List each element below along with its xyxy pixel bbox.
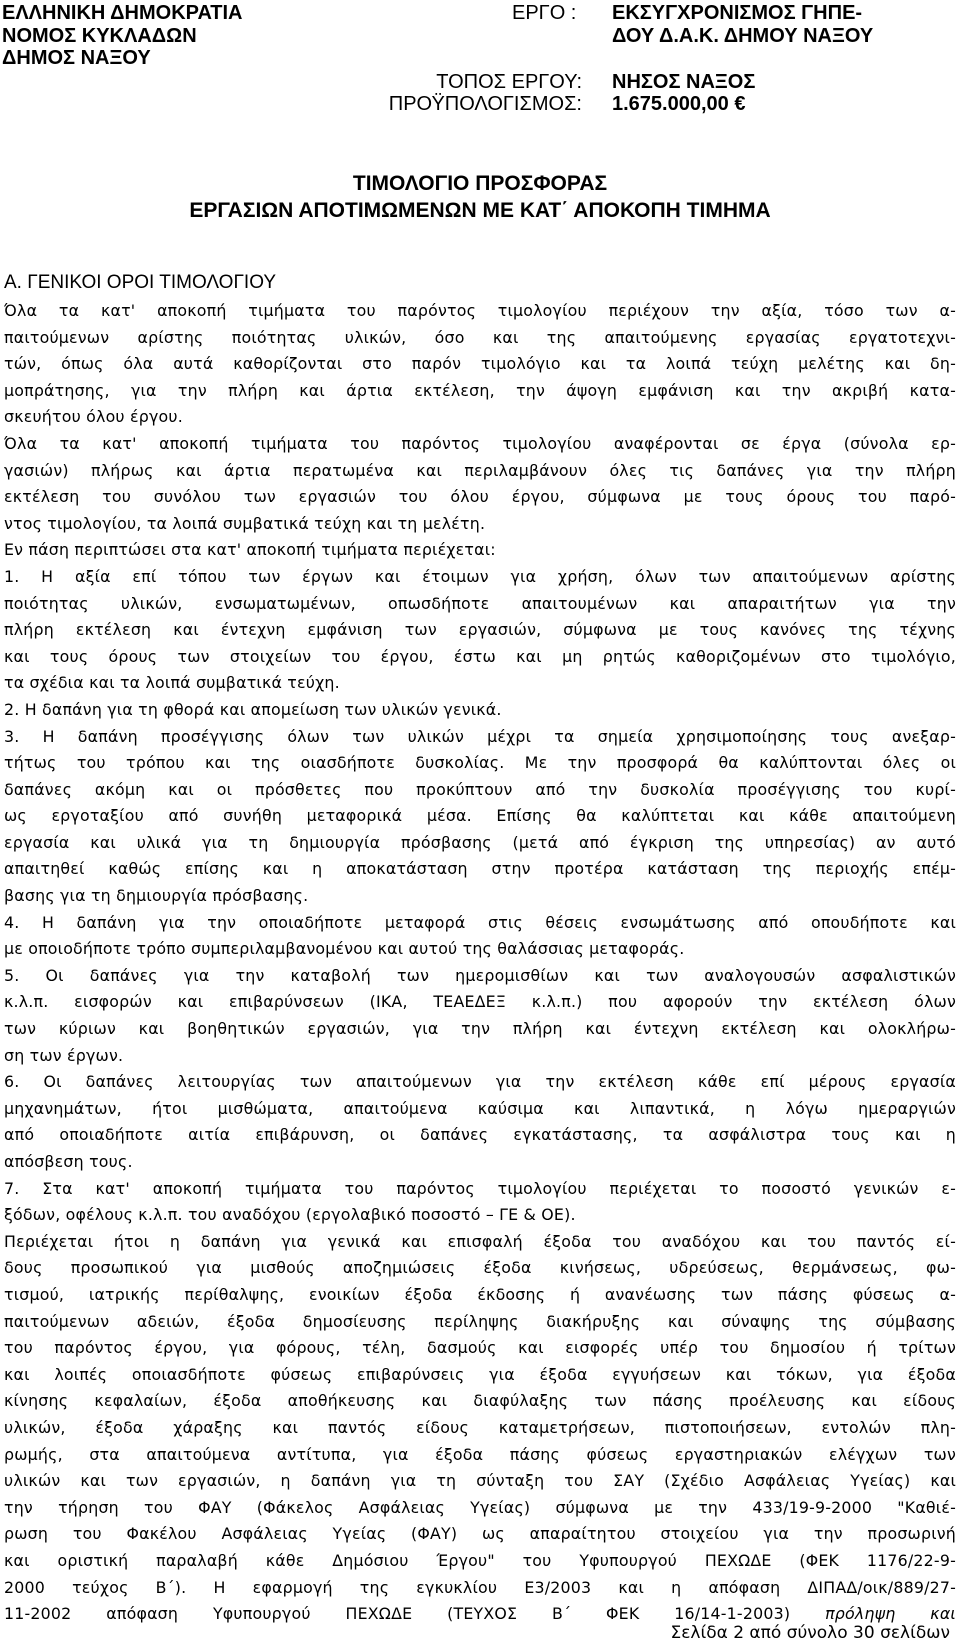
body-line: 5. Οι δαπάνες για την καταβολή των ημερομισθίων και των αναλογουσών ασφαλιστικών [4,965,956,985]
body-line: 4. Η δαπάνη για την οποιαδήποτε μεταφορά στις θέσεις ενσωμάτωσης από οπουδήποτε και [4,912,956,932]
body-line: ρωση του Φακέλου Ασφάλειας Υγείας (ΦΑΥ) ως απαραίτητου στοιχείου για την προσωρινή [4,1524,956,1544]
budget-value: 1.675.000,00 € [612,93,746,115]
body-line: σκευήτου όλου έργου. [4,407,183,427]
body-line: 3. Η δαπάνη προσέγγισης όλων των υλικών μέχρι τα σημεία χρησιμοποίησης τους ανεξαρ- [4,726,956,746]
body-line: κ.λ.π. εισφορών και επιβαρύνσεων (ΙΚΑ, ΤΕΑΕΔΕΞ κ.λ.π.) που αφορούν την εκτέλεση όλων [4,992,956,1012]
body-line-last-text: 11-2002 απόφαση Υφυπουργού ΠΕΧΩΔΕ (ΤΕΥΧΟΣ Β΄ ΦΕΚ 16/14-1-2003) [4,1604,791,1624]
body-line: 1. Η αξία επί τόπου των έργων και έτοιμων για χρήση, όλων των απαιτούμενων αρίστης [4,566,956,586]
body-line: κίνησης κεφαλαίων, έξοδα αποθήκευσης και διαφύλαξης των πάσης προέλευσης και είδους [4,1391,956,1411]
header-left-line-3: ΔΗΜΟΣ ΝΑΞΟΥ [2,47,151,69]
body-line: του παρόντος έργου, για φόρους, τέλη, δασμούς και εισφορές υπέρ του δημοσίου ή τρίτων [4,1338,956,1358]
body-line: γασιών) πλήρως και άρτια περατωμένα και περιλαμβάνουν όλες τις δαπάνες για την πλήρη [4,460,956,480]
body-line: 7. Στα κατ' αποκοπή τιμήματα του παρόντος τιμολογίου περιέχεται το ποσοστό γενικών ε- [4,1178,956,1198]
page-title: ΤΙΜΟΛΟΓΙΟ ΠΡΟΣΦΟΡΑΣ [352,172,608,195]
page-footer: Σελίδα 2 από σύνολο 30 σελίδων [670,1623,950,1643]
body-line: ση των έργων. [4,1045,124,1065]
body-line: 2000 τεύχος Β΄). Η εφαρμογή της εγκυκλίου Ε3/2003 και η απόφαση ΔΙΠΑΔ/οικ/889/27- [4,1577,956,1597]
body-line: δους προσωπικού για μισθούς αποζημιώσεις έξοδα κινήσεως, υδρεύσεως, θερμάνσεως, φω- [4,1258,956,1278]
body-line: μοπράτησης, για την πλήρη και άρτια εκτέλεση, την άψογη εμφάνιση και την ακριβή κατα- [4,380,956,400]
budget-label: ΠΡΟΫΠΟΛΟΓΙΣΜΟΣ: [388,93,582,115]
body-line: ως εργοταξίου από συνήθη μεταφορικά μέσα. Επίσης θα καλύπτεται και κάθε απαιτούμενη [4,806,956,826]
body-line: ρωμής, στα απαιτούμενα αντίτυπα, για έξοδα πάσης φύσεως εργαστηριακών ελέγχων των [4,1444,956,1464]
body-line-last-italic: πρόληψη και [825,1604,956,1624]
body-line: Όλα τα κατ' αποκοπή τιμήματα του παρόντος τιμολογίου περιέχουν την αξία, τόσο των α- [4,301,956,320]
section-heading: Α. ΓΕΝΙΚΟΙ ΟΡΟΙ ΤΙΜΟΛΟΓΙΟΥ [4,272,277,293]
body-line: τα σχέδια και τα λοιπά συμβατικά τεύχη. [4,673,340,693]
body-line: ποιότητας υλικών, ενσωματωμένων, οπωσδήποτε απαιτουμένων και απαραιτήτων για την [4,593,956,613]
project-value-line-1: ΕΚΣΥΓΧΡΟΝΙΣΜΟΣ ΓΗΠΕ- [612,2,863,24]
body-line: δαπάνες ακόμη και οι πρόσθετες που προκύπτουν από την δυσκολία προσέγγισης του κυρί- [4,779,956,799]
header-left-line-2: ΝΟΜΟΣ ΚΥΚΛΑΔΩΝ [2,25,197,47]
body-text [4,298,956,1628]
page-subtitle: ΕΡΓΑΣΙΩΝ ΑΠΟΤΙΜΩΜΕΝΩΝ ΜΕ ΚΑΤ΄ ΑΠΟΚΟΠΗ ΤΙΜΗΜΑ [189,199,771,222]
body-line: υλικών, έξοδα χάραξης και παντός είδους καταμετρήσεων, πιστοποιήσεων, εντολών πλη- [4,1417,956,1437]
location-value: ΝΗΣΟΣ ΝΑΞΟΣ [612,71,756,93]
project-label: ΕΡΓΟ : [512,2,577,24]
body-line: Εν πάση περιπτώσει στα κατ' αποκοπή τιμήματα περιέχεται: [4,540,496,560]
body-line: τών, όπως όλα αυτά καθορίζονται στο παρόν τιμολόγιο και τα λοιπά τεύχη μελέτης και δη- [4,354,956,374]
body-line: Περιέχεται ήτοι η δαπάνη για γενικά και επισφαλή έξοδα του αναδόχου και του παντός εί- [4,1231,956,1251]
body-line: υλικών και των εργασιών, η δαπάνη για τη σύνταξη του ΣΑΥ (Σχέδιο Ασφάλειας Υγείας) και [4,1471,956,1491]
body-line: από οποιαδήποτε αιτία επιβάρυνση, οι δαπάνες εγκατάστασης, τα ασφάλιστρα τους και η [4,1125,956,1145]
body-line: βασης για τη δημιουργία πρόσβασης. [4,886,309,906]
body-line: ξόδων, οφέλους κ.λ.π. του αναδόχου (εργολαβικό ποσοστό – ΓΕ & ΟΕ). [4,1205,576,1225]
body-line: απαιτηθεί καθώς επίσης και η αποκατάσταση στην προτέρα κατάσταση της περιοχής επέμ- [4,859,956,879]
body-line: την τήρηση του ΦΑΥ (Φάκελος Ασφάλειας Υγείας) σύμφωνα με την 433/19-9-2000 "Καθιέ- [4,1497,956,1517]
body-line: εκτέλεση του συνόλου των εργασιών του όλου έργου, σύμφωνα με τους όρους του παρό- [4,487,956,507]
body-line: με οποιοδήποτε τρόπο συμπεριλαμβανομένου και αυτού της θαλάσσιας μεταφοράς. [4,939,685,959]
body-line: μηχανημάτων, ήτοι μισθώματα, απαιτούμενα καύσιμα και λιπαντικά, η λόγω ημεραργιών [4,1098,956,1118]
body-line: τήτως του τρόπου και της οιασδήποτε δυσκολίας. Με την προσφορά θα καλύπτονται όλες οι [4,753,956,773]
body-line: πλήρη εκτέλεση και έντεχνη εμφάνιση των εργασιών, σύμφωνα με τους κανόνες της τέχνης [4,620,956,640]
body-line: Όλα τα κατ' αποκοπή τιμήματα του παρόντος τιμολογίου αναφέρονται σε έργα (σύνολα ερ- [4,433,956,453]
body-line: παιτούμενων αδειών, έξοδα δημοσίευσης περίληψης διακήρυξης και σύναψης της σύμβασης [4,1311,956,1331]
body-line: εργασία και υλικά για τη δημιουργία πρόσβασης (μετά από έγκριση της υπηρεσίας) αν αυτό [4,832,956,852]
body-line: απόσβεση τους. [4,1152,133,1171]
body-line: και τους όρους των στοιχείων του έργου, έστω και μη ρητώς καθοριζομένων στο τιμολόγιο, [4,646,956,666]
body-line: παιτούμενων αρίστης ποιότητας υλικών, όσο και της απαιτούμενης εργασίας εργατοτεχνι- [4,327,956,347]
body-line: και οριστική παραλαβή κάθε Δημόσιου Έργου" του Υφυπουργού ΠΕΧΩΔΕ (ΦΕΚ 1176/22-9- [4,1550,956,1570]
body-line: ντος τιμολογίου, τα λοιπά συμβατικά τεύχη και τη μελέτη. [4,513,486,533]
body-line: 2. Η δαπάνη για τη φθορά και απομείωση των υλικών γενικά. [4,699,502,719]
project-value-line-2: ΔΟΥ Δ.Α.Κ. ΔΗΜΟΥ ΝΑΞΟΥ [612,25,874,47]
body-line: τισμού, ιατρικής περίθαλψης, ενοικίων έξοδα έκδοσης ή ανανέωσης των πάσης φύσεως α- [4,1284,956,1304]
body-line: και λοιπές οποιασδήποτε φύσεως επιβαρύνσεις για έξοδα εγγυήσεων και τόκων, για έξοδα [4,1364,956,1384]
body-line: των κύριων και βοηθητικών εργασιών, για την πλήρη και έντεχνη εκτέλεση και ολοκλήρω- [4,1019,956,1039]
header-left-line-1: ΕΛΛΗΝΙΚΗ ΔΗΜΟΚΡΑΤΙΑ [2,2,243,24]
body-line: 6. Οι δαπάνες λειτουργίας των απαιτούμενων για την εκτέλεση κάθε επί μέρους εργασία [4,1072,956,1092]
location-label: ΤΟΠΟΣ ΕΡΓΟΥ: [436,71,582,93]
